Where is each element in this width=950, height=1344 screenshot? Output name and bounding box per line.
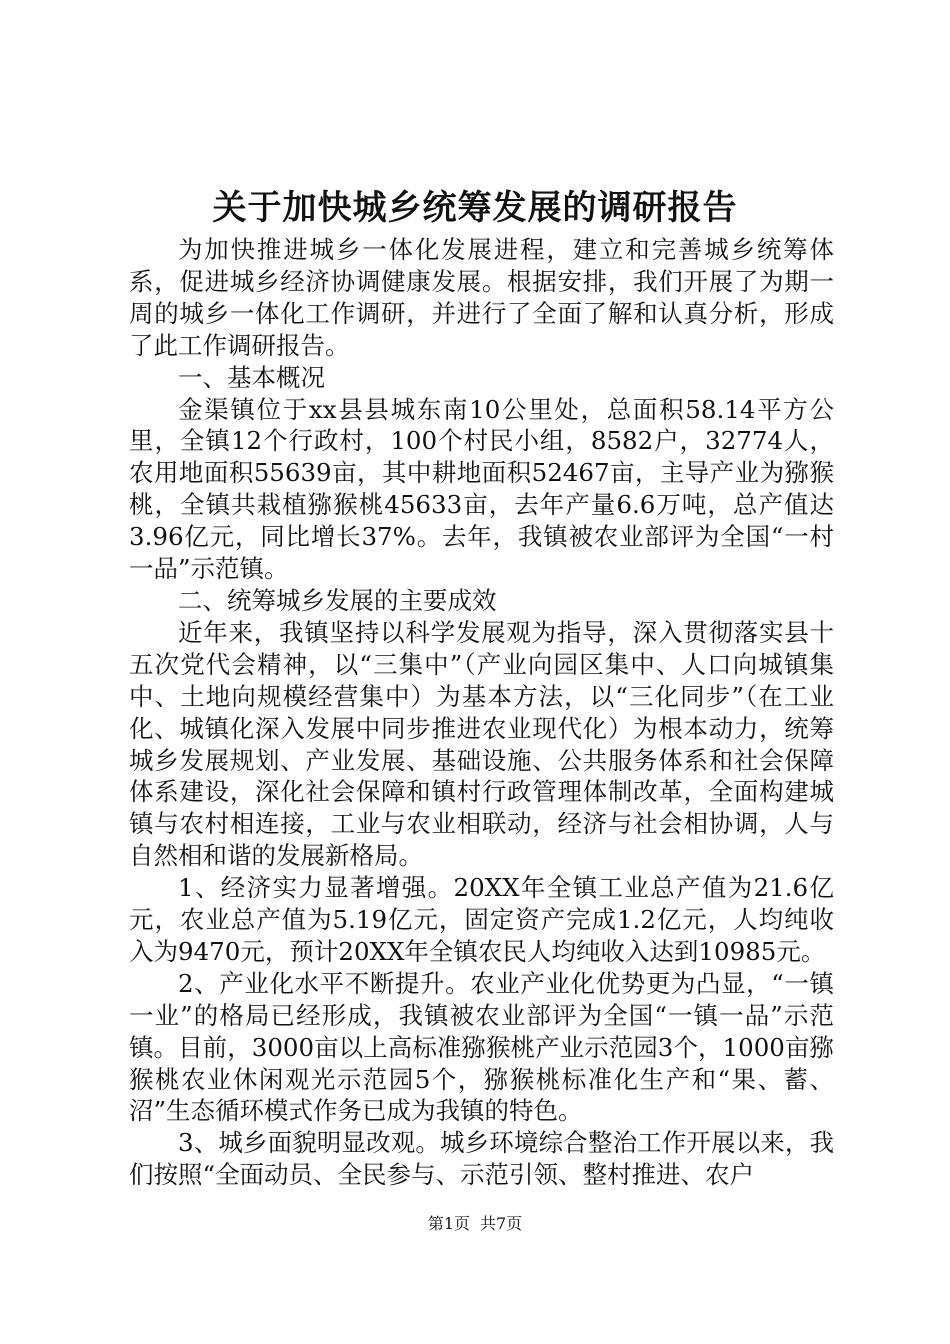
section-heading-overview: 一、基本概况 — [178, 362, 325, 392]
page-total: 共7页 — [480, 1214, 523, 1233]
page-footer — [0, 1214, 950, 1234]
document-body — [129, 234, 834, 1191]
economy-paragraph: 1、经济实力显著增强。20XX年全镇工业总产值为21.6亿元，农业总产值为5.19亿元，固定资产完成1.2亿元，人均纯收入为9470元，预计20XX年全镇农民人均纯收入达到10985元。 — [129, 873, 834, 966]
appearance-paragraph: 3、城乡面貌明显改观。城乡环境综合整治工作开展以来，我们按照“全面动员、全民参与、示范引领、整村推进、农户 — [129, 1128, 834, 1190]
page-number: 第1页 — [427, 1214, 470, 1233]
overview-paragraph: 金渠镇位于xx县县城东南10公里处，总面积58.14平方公里，全镇12个行政村，100个村民小组，8582户，32774人，农用地面积55639亩，其中耕地面积52467亩，主导产业为猕猴桃，全镇共栽植猕猴桃45633亩，去年产量6.6万吨，总产值达3.96亿元，同比增长37%。去年，我镇被农业部评为全国“一村一品”示范镇。 — [129, 394, 834, 584]
document-title: 关于加快城乡统筹发展的调研报告 — [212, 188, 738, 228]
section-heading-achievements: 二、统筹城乡发展的主要成效 — [178, 585, 497, 615]
achievements-paragraph: 近年来，我镇坚持以科学发展观为指导，深入贯彻落实县十五次党代会精神，以“三集中”（产业向园区集中、人口向城镇集中、土地向规模经营集中）为基本方法，以“三化同步”（在工业化、城镇化深入发展中同步推进农业现代化）为根本动力，统筹城乡发展规划、产业发展、基础设施、公共服务体系和社会保障体系建设，深化社会保障和镇村行政管理体制改革，全面构建城镇与农村相连接，工业与农业相联动，经济与社会相协调，人与自然相和谐的发展新格局。 — [129, 617, 834, 871]
intro-paragraph: 为加快推进城乡一体化发展进程，建立和完善城乡统筹体系，促进城乡经济协调健康发展。根据安排，我们开展了为期一周的城乡一体化工作调研，并进行了全面了解和认真分析，形成了此工作调研报告。 — [129, 235, 834, 360]
industry-paragraph: 2、产业化水平不断提升。农业产业化优势更为凸显，“一镇一业”的格局已经形成，我镇被农业部评为全国“一镇一品”示范镇。目前，3000亩以上高标准猕猴桃产业示范园3个，1000亩猕猴桃农业休闲观光示范园5个，猕猴桃标准化生产和“果、蓄、沼”生态循环模式作务已成为我镇的特色。 — [129, 968, 834, 1126]
